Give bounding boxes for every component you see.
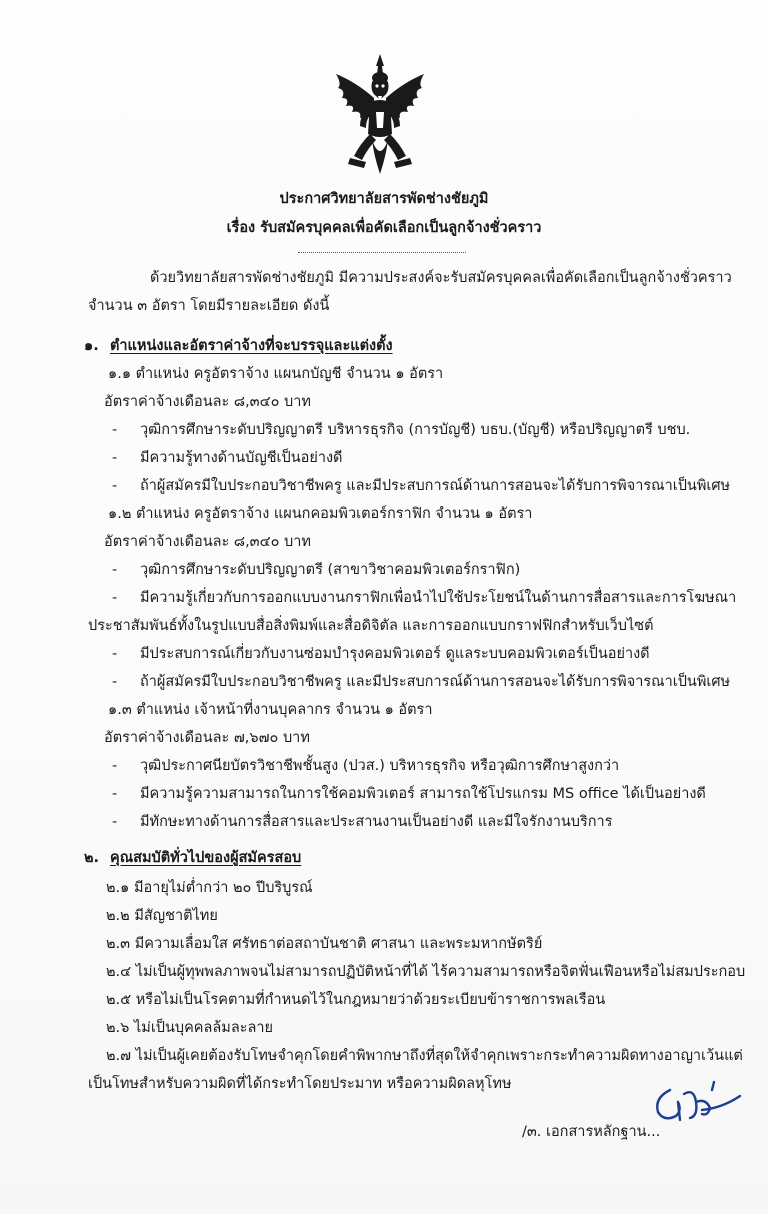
- bullet: -: [112, 478, 118, 494]
- bullet: -: [112, 758, 118, 774]
- position-1-requirement-2: มีความรู้ทางด้านบัญชีเป็นอย่างดี: [140, 450, 343, 466]
- position-2-requirement-1: วุฒิการศึกษาระดับปริญญาตรี (สาขาวิชาคอมพิวเตอร์กราฟิก): [140, 562, 521, 578]
- bullet: -: [112, 786, 118, 802]
- bullet: -: [112, 562, 118, 578]
- bullet: -: [112, 450, 118, 466]
- qualification-1: ๒.๑ มีอายุไม่ต่ำกว่า ๒๐ ปีบริบูรณ์: [106, 880, 313, 896]
- section-2-heading: คุณสมบัติทั่วไปของผู้สมัครสอบ: [110, 850, 302, 866]
- section-1-heading: ตำแหน่งและอัตราค่าจ้างที่จะบรรจุและแต่งตั้ง: [110, 338, 393, 354]
- position-3-requirement-3: มีทักษะทางด้านการสื่อสารและประสานงานเป็นอย่างดี และมีใจรักงานบริการ: [140, 814, 613, 830]
- announcement-subject: เรื่อง รับสมัครบุคคลเพื่อคัดเลือกเป็นลูกจ้างชั่วคราว: [226, 220, 542, 236]
- bullet: -: [112, 590, 118, 606]
- qualification-5: ๒.๕ หรือไม่เป็นโรคตามที่กำหนดไว้ในกฎหมายว่าด้วยระเบียบข้าราชการพลเรือน: [106, 992, 606, 1008]
- title-divider: [298, 252, 466, 253]
- intro-line-2: จำนวน ๓ อัตรา โดยมีรายละเอียด ดังนี้: [88, 298, 330, 314]
- announcement-title: ประกาศวิทยาลัยสารพัดช่างชัยภูมิ: [279, 191, 489, 207]
- position-1-salary: อัตราค่าจ้างเดือนละ ๘,๓๔๐ บาท: [104, 394, 311, 410]
- position-1-requirement-3: ถ้าผู้สมัครมีใบประกอบวิชาชีพครู และมีประสบการณ์ด้านการสอนจะได้รับการพิจารณาเป็นพิเศษ: [140, 478, 731, 494]
- position-3-title: ๑.๓ ตำแหน่ง เจ้าหน้าที่งานบุคลากร จำนวน ๑ อัตรา: [108, 702, 433, 718]
- qualification-4: ๒.๔ ไม่เป็นผู้ทุพพลภาพจนไม่สามารถปฏิบัติหน้าที่ได้ ไร้ความสามารถหรือจิตฟั่นเฟือนหรือไม่สมประกอบ: [106, 964, 746, 980]
- signature-icon: [648, 1068, 748, 1128]
- position-3-salary: อัตราค่าจ้างเดือนละ ๗,๖๗๐ บาท: [104, 730, 310, 746]
- qualification-7a: ๒.๗ ไม่เป็นผู้เคยต้องรับโทษจำคุกโดยคำพิพากษาถึงที่สุดให้จำคุกเพราะกระทำความผิดทางอาญาเว้นแต่: [106, 1048, 743, 1064]
- position-1-title: ๑.๑ ตำแหน่ง ครูอัตราจ้าง แผนกบัญชี จำนวน ๑ อัตรา: [108, 366, 444, 382]
- position-2-requirement-3: มีประสบการณ์เกี่ยวกับงานซ่อมบำรุงคอมพิวเตอร์ ดูแลระบบคอมพิวเตอร์เป็นอย่างดี: [140, 646, 650, 662]
- qualification-6: ๒.๖ ไม่เป็นบุคคลล้มละลาย: [106, 1020, 274, 1036]
- bullet: -: [112, 674, 118, 690]
- garuda-emblem-icon: [330, 52, 430, 182]
- position-2-salary: อัตราค่าจ้างเดือนละ ๘,๓๔๐ บาท: [104, 534, 311, 550]
- bullet: -: [112, 646, 118, 662]
- position-3-requirement-1: วุฒิประกาศนียบัตรวิชาชีพชั้นสูง (ปวส.) บริหารธุรกิจ หรือวุฒิการศึกษาสูงกว่า: [140, 758, 620, 774]
- position-3-requirement-2: มีความรู้ความสามารถในการใช้คอมพิวเตอร์ สามารถใช้โปรแกรม MS office ได้เป็นอย่างดี: [140, 786, 706, 802]
- position-2-requirement-2b: ประชาสัมพันธ์ทั้งในรูปแบบสื่อสิ่งพิมพ์และสื่อดิจิตัล และการออกแบบกราฟฟิกสำหรับเว็บไซต์: [88, 618, 654, 634]
- position-2-requirement-4: ถ้าผู้สมัครมีใบประกอบวิชาชีพครู และมีประสบการณ์ด้านการสอนจะได้รับการพิจารณาเป็นพิเศษ: [140, 674, 731, 690]
- position-2-requirement-2a: มีความรู้เกี่ยวกับการออกแบบงานกราฟิกเพื่อนำไปใช้ประโยชน์ในด้านการสื่อสารและการโฆษณา: [140, 590, 737, 606]
- continued-note: /๓. เอกสารหลักฐาน...: [522, 1124, 661, 1140]
- intro-line-1: ด้วยวิทยาลัยสารพัดช่างชัยภูมิ มีความประสงค์จะรับสมัครบุคคลเพื่อคัดเลือกเป็นลูกจ้างชั่วคราว: [150, 270, 732, 286]
- section-1-number: ๑.: [84, 338, 99, 354]
- qualification-2: ๒.๒ มีสัญชาติไทย: [106, 908, 218, 924]
- position-1-requirement-1: วุฒิการศึกษาระดับปริญญาตรี บริหารธุรกิจ (การบัญชี) บธบ.(บัญชี) หรือปริญญาตรี บชบ.: [140, 422, 691, 438]
- position-2-title: ๑.๒ ตำแหน่ง ครูอัตราจ้าง แผนกคอมพิวเตอร์กราฟิก จำนวน ๑ อัตรา: [108, 506, 533, 522]
- section-2-number: ๒.: [84, 850, 100, 866]
- bullet: -: [112, 422, 118, 438]
- bullet: -: [112, 814, 118, 830]
- qualification-7b: เป็นโทษสำหรับความผิดที่ได้กระทำโดยประมาท หรือความผิดลหุโทษ: [88, 1076, 512, 1092]
- qualification-3: ๒.๓ มีความเลื่อมใส ศรัทธาต่อสถาบันชาติ ศาสนา และพระมหากษัตริย์: [106, 936, 543, 952]
